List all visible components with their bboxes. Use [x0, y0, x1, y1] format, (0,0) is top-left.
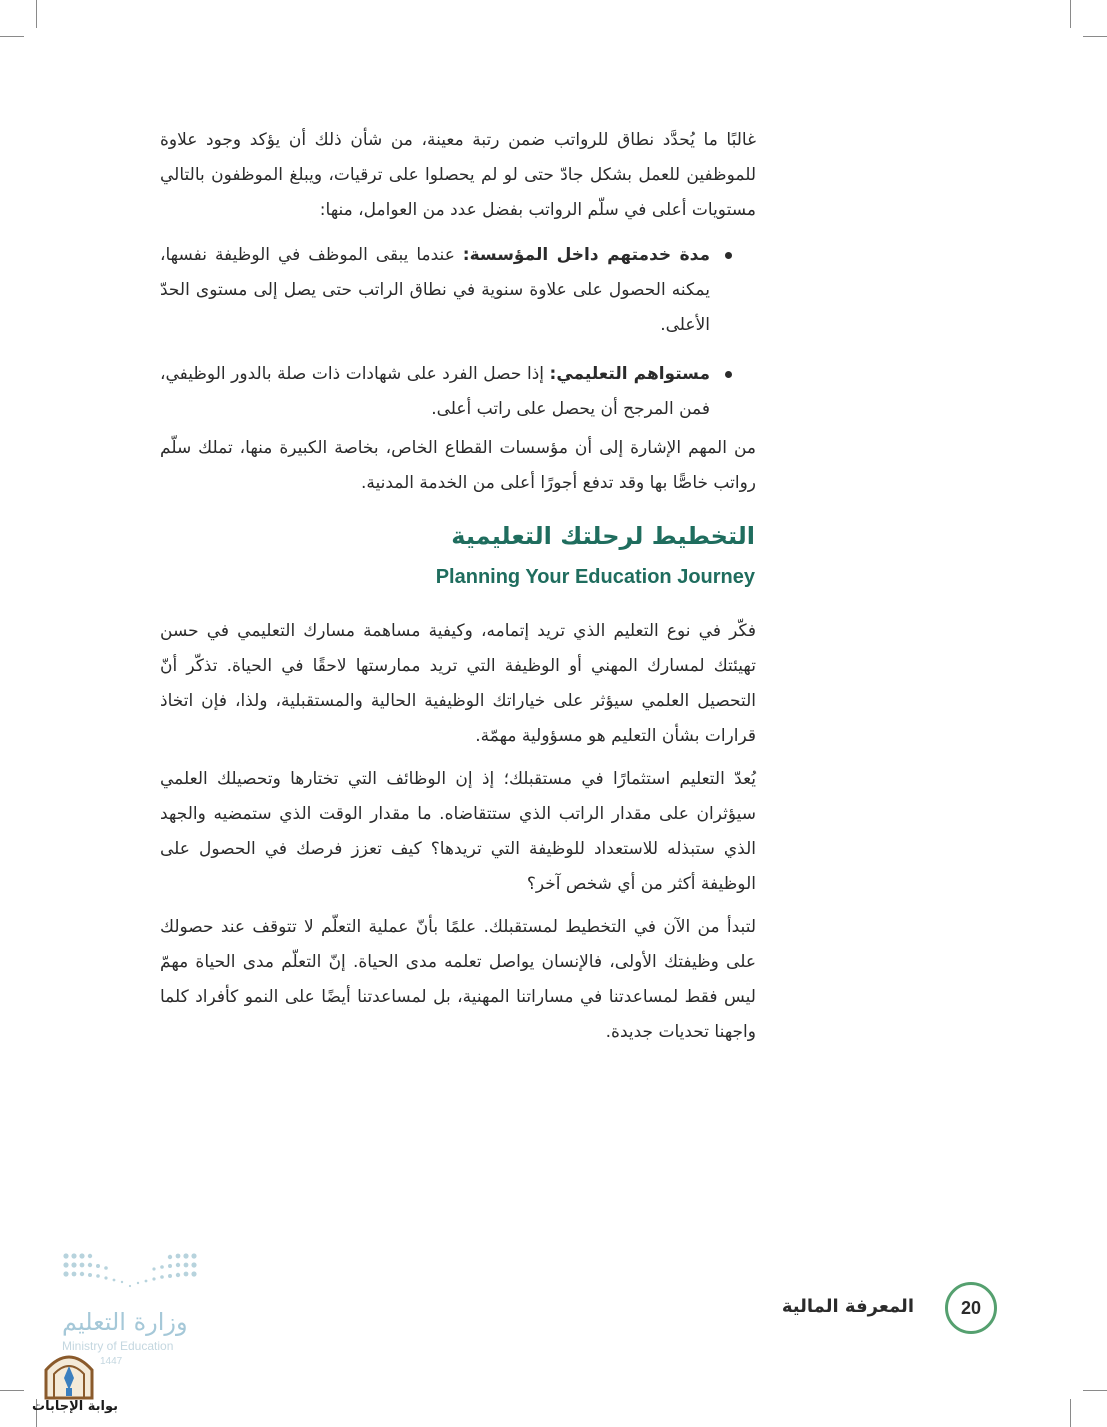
bullet-text: عندما يبقى الموظف في الوظيفة نفسها، يمكنه الحصول على علاوة سنوية في نطاق الراتب حتى يصل إلى مستوى الحدّ الأعلى.: [160, 245, 710, 335]
bullet-body: [160, 357, 710, 427]
section-heading-english: Planning Your Education Journey: [435, 566, 755, 588]
section-heading-arabic: التخطيط لرحلتك التعليمية: [451, 522, 755, 550]
book-title: المعرفة المالية: [781, 1296, 914, 1317]
crop-mark: [0, 1390, 24, 1391]
lifelong-learning-paragraph: لتبدأ من الآن في التخطيط لمستقبلك. علمًا بأنّ عملية التعلّم لا تتوقف عند حصولك على وظيفتك الأولى، فالإنسان يواصل تعلمه مدى الحياة. إنّ التعلّم مدى الحياة مهمّ ليس فقط لمساعدتنا في مساراتنا المهنية، بل لمساعدتنا أيضًا على النمو كأفراد كلما واجهنا تحديات جديدة.: [160, 917, 756, 1042]
answers-portal-label: بوابة الإجابات: [32, 1399, 118, 1414]
bullet-dot: [725, 252, 732, 259]
bullet-item: [160, 238, 756, 343]
ministry-logo-icon: [62, 1252, 198, 1292]
answers-portal-logo-icon: [30, 1350, 108, 1400]
crop-mark: [1083, 1390, 1107, 1391]
education-paragraph: فكّر في نوع التعليم الذي تريد إتمامه، وكيفية مساهمة مسارك التعليمي في حسن تهيئتك لمسارك المهني أو الوظيفة التي تريد ممارستها لاحقًا في الحياة. تذكّر أنّ التحصيل العلمي سيؤثر على خياراتك الوظيفية الحالية والمستقبلية، ولذا، فإن اتخاذ قرارات بشأن التعليم هو مسؤولية مهمّة.: [160, 621, 756, 746]
ministry-name-arabic: وزارة التعليم: [62, 1308, 188, 1336]
private-sector-paragraph: من المهم الإشارة إلى أن مؤسسات القطاع الخاص، بخاصة الكبيرة منها، تملك سلّم رواتب خاصًّا بها وقد تدفع أجورًا أعلى من الخدمة المدنية.: [160, 438, 756, 493]
bullet-item: [160, 357, 756, 427]
page-number: 20: [945, 1282, 997, 1334]
intro-paragraph: غالبًا ما يُحدَّد نطاق للرواتب ضمن رتبة معينة، من شأن ذلك أن يؤكد وجود علاوة للموظفين للعمل بشكل جادّ حتى لو لم يحصلوا على ترقيات، ويبلغ الموظفون بالتالي مستويات أعلى في سلّم الرواتب بفضل عدد من العوامل، منها:: [160, 130, 756, 220]
bullet-body: [160, 238, 710, 343]
crop-mark: [1083, 36, 1107, 37]
bullet-text: إذا حصل الفرد على شهادات ذات صلة بالدور الوظيفي، فمن المرجح أن يحصل على راتب أعلى.: [160, 364, 710, 419]
crop-mark: [36, 0, 37, 28]
crop-mark: [1070, 0, 1071, 28]
ministry-name-english: Ministry of Education: [62, 1339, 174, 1353]
bullet-term: مستواهم التعليمي:: [549, 364, 710, 384]
crop-mark: [0, 36, 24, 37]
ministry-year: 1447: [100, 1356, 123, 1367]
crop-mark: [1070, 1399, 1071, 1427]
bullet-term: مدة خدمتهم داخل المؤسسة:: [462, 245, 710, 265]
bullet-dot: [725, 371, 732, 378]
investment-paragraph: يُعدّ التعليم استثمارًا في مستقبلك؛ إذ إن الوظائف التي تختارها وتحصيلك العلمي سيؤثران على مقدار الراتب الذي ستتقاضاه. ما مقدار الوقت الذي ستمضيه والجهد الذي ستبذله للاستعداد للوظيفة التي تريدها؟ كيف تعزز فرصك في الحصول على الوظيفة أكثر من أي شخص آخر؟: [160, 769, 756, 894]
